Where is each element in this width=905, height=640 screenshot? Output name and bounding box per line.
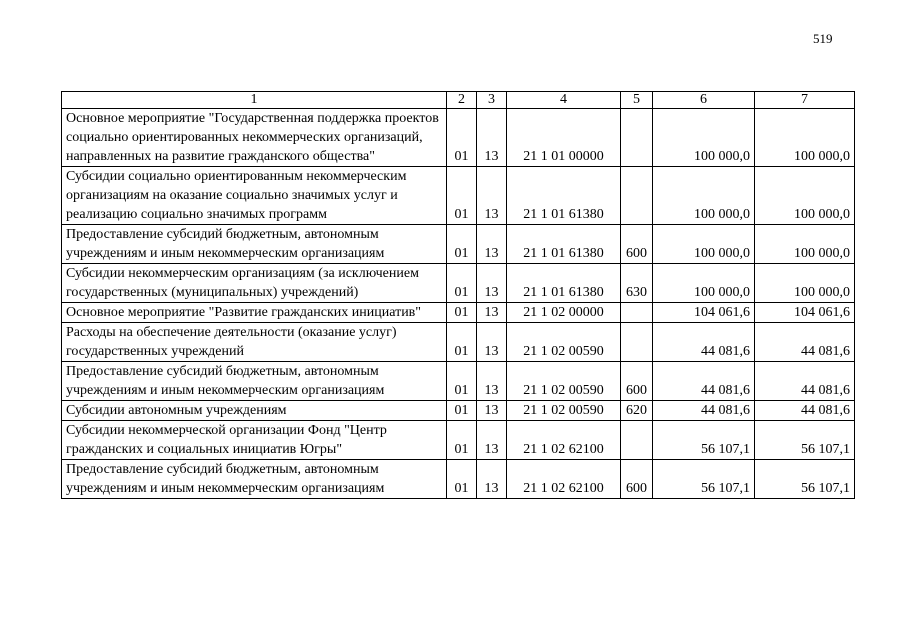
- table-header-row: [62, 92, 855, 109]
- column-header: 6: [653, 92, 755, 109]
- item-name-cell: Предоставление субсидий бюджетным, автономным учреждениям и иным некоммерческим организациям: [62, 362, 447, 401]
- amount-cell-col7: 104 061,6: [755, 303, 855, 323]
- section-code-cell: 01: [447, 109, 477, 167]
- table-row: [62, 303, 855, 323]
- page-number: 519: [813, 31, 833, 46]
- expense-type-cell: [621, 109, 653, 167]
- amount-cell-col7: 100 000,0: [755, 167, 855, 225]
- amount-cell-col6: 100 000,0: [653, 225, 755, 264]
- column-header: 2: [447, 92, 477, 109]
- amount-cell-col7: 100 000,0: [755, 225, 855, 264]
- expense-type-cell: 600: [621, 362, 653, 401]
- amount-cell-col7: 44 081,6: [755, 323, 855, 362]
- column-header: 4: [507, 92, 621, 109]
- table-row: [62, 362, 855, 401]
- target-article-cell: 21 1 01 61380: [507, 264, 621, 303]
- subsection-code-cell: 13: [477, 421, 507, 460]
- budget-table: [61, 91, 855, 499]
- subsection-code-cell: 13: [477, 303, 507, 323]
- expense-type-cell: [621, 303, 653, 323]
- amount-cell-col6: 44 081,6: [653, 401, 755, 421]
- section-code-cell: 01: [447, 167, 477, 225]
- amount-cell-col6: 100 000,0: [653, 109, 755, 167]
- table-row: [62, 460, 855, 499]
- subsection-code-cell: 13: [477, 323, 507, 362]
- expense-type-cell: 630: [621, 264, 653, 303]
- section-code-cell: 01: [447, 303, 477, 323]
- subsection-code-cell: 13: [477, 225, 507, 264]
- item-name-cell: Основное мероприятие "Развитие гражданских инициатив": [62, 303, 447, 323]
- amount-cell-col7: 56 107,1: [755, 460, 855, 499]
- amount-cell-col7: 100 000,0: [755, 109, 855, 167]
- table-row: [62, 167, 855, 225]
- target-article-cell: 21 1 01 61380: [507, 225, 621, 264]
- column-header: 5: [621, 92, 653, 109]
- amount-cell-col7: 44 081,6: [755, 401, 855, 421]
- column-header: 1: [62, 92, 447, 109]
- item-name-cell: Расходы на обеспечение деятельности (оказание услуг) государственных учреждений: [62, 323, 447, 362]
- item-name-cell: Предоставление субсидий бюджетным, автономным учреждениям и иным некоммерческим организациям: [62, 460, 447, 499]
- item-name-cell: Предоставление субсидий бюджетным, автономным учреждениям и иным некоммерческим организациям: [62, 225, 447, 264]
- section-code-cell: 01: [447, 264, 477, 303]
- target-article-cell: 21 1 01 61380: [507, 167, 621, 225]
- expense-type-cell: 620: [621, 401, 653, 421]
- table-row: [62, 225, 855, 264]
- amount-cell-col6: 100 000,0: [653, 167, 755, 225]
- section-code-cell: 01: [447, 460, 477, 499]
- subsection-code-cell: 13: [477, 460, 507, 499]
- section-code-cell: 01: [447, 323, 477, 362]
- section-code-cell: 01: [447, 421, 477, 460]
- section-code-cell: 01: [447, 225, 477, 264]
- section-code-cell: 01: [447, 401, 477, 421]
- subsection-code-cell: 13: [477, 167, 507, 225]
- item-name-cell: Субсидии социально ориентированным некоммерческим организациям на оказание социально значимых услуг и реализацию социально значимых программ: [62, 167, 447, 225]
- subsection-code-cell: 13: [477, 401, 507, 421]
- target-article-cell: 21 1 02 00590: [507, 401, 621, 421]
- column-header: 7: [755, 92, 855, 109]
- table-row: [62, 323, 855, 362]
- expense-type-cell: 600: [621, 460, 653, 499]
- table-row: [62, 109, 855, 167]
- amount-cell-col7: 56 107,1: [755, 421, 855, 460]
- expense-type-cell: [621, 167, 653, 225]
- target-article-cell: 21 1 02 62100: [507, 421, 621, 460]
- table-row: [62, 401, 855, 421]
- expense-type-cell: 600: [621, 225, 653, 264]
- amount-cell-col7: 44 081,6: [755, 362, 855, 401]
- section-code-cell: 01: [447, 362, 477, 401]
- item-name-cell: Субсидии некоммерческим организациям (за исключением государственных (муниципальных) учреждений): [62, 264, 447, 303]
- expense-type-cell: [621, 421, 653, 460]
- expense-type-cell: [621, 323, 653, 362]
- item-name-cell: Основное мероприятие "Государственная поддержка проектов социально ориентированных некоммерческих организаций, направленных на развитие гражданского общества": [62, 109, 447, 167]
- amount-cell-col6: 100 000,0: [653, 264, 755, 303]
- amount-cell-col6: 56 107,1: [653, 460, 755, 499]
- amount-cell-col6: 56 107,1: [653, 421, 755, 460]
- amount-cell-col7: 100 000,0: [755, 264, 855, 303]
- item-name-cell: Субсидии автономным учреждениям: [62, 401, 447, 421]
- table-row: [62, 421, 855, 460]
- subsection-code-cell: 13: [477, 362, 507, 401]
- target-article-cell: 21 1 01 00000: [507, 109, 621, 167]
- subsection-code-cell: 13: [477, 109, 507, 167]
- column-header: 3: [477, 92, 507, 109]
- amount-cell-col6: 44 081,6: [653, 362, 755, 401]
- target-article-cell: 21 1 02 00000: [507, 303, 621, 323]
- target-article-cell: 21 1 02 62100: [507, 460, 621, 499]
- amount-cell-col6: 104 061,6: [653, 303, 755, 323]
- subsection-code-cell: 13: [477, 264, 507, 303]
- amount-cell-col6: 44 081,6: [653, 323, 755, 362]
- item-name-cell: Субсидии некоммерческой организации Фонд "Центр гражданских и социальных инициатив Югры": [62, 421, 447, 460]
- target-article-cell: 21 1 02 00590: [507, 362, 621, 401]
- target-article-cell: 21 1 02 00590: [507, 323, 621, 362]
- table-row: [62, 264, 855, 303]
